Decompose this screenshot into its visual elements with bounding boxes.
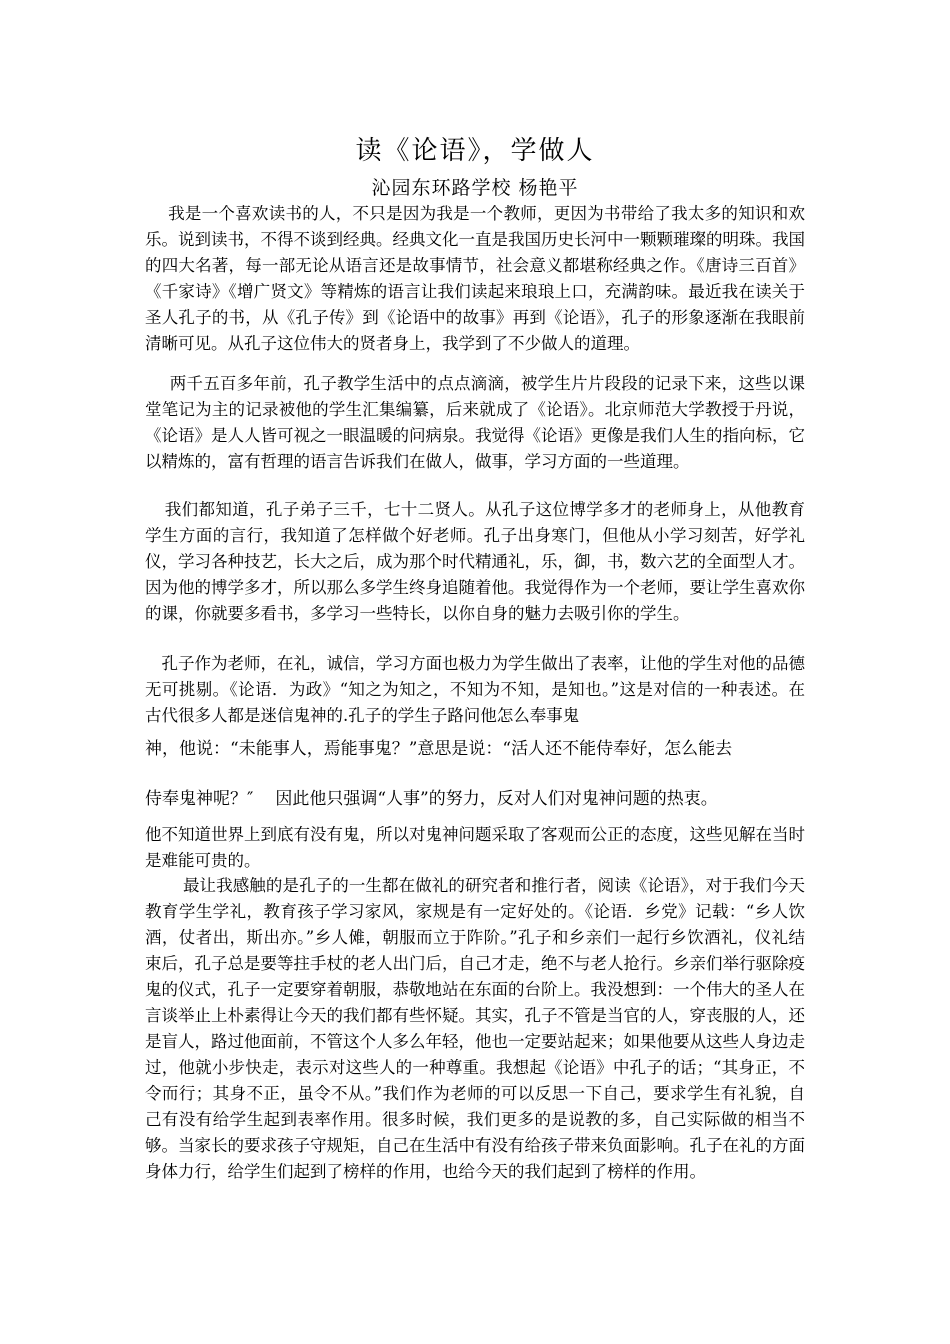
paragraph-4	[145, 651, 805, 729]
quote-end-text: 侍奉鬼神呢？″	[145, 789, 254, 809]
sentence-text: 因此他只强调“人事”的努力，反对人们对鬼神问题的热衷。	[275, 789, 718, 809]
document-title: 读《论语》，学做人	[355, 136, 595, 166]
paragraph-4-continuation-line-2	[145, 786, 805, 812]
paragraph-6	[145, 873, 805, 1185]
paragraph-text: 孔子作为老师，在礼，诚信，学习方面也极力为学生做出了表率，让他的学生对他的品德无可挑剔。《论语．为政》“知之为知之，不知为不知，是知也。”这是对信的一种表述。在古代很多人都是迷信鬼神的.孔子的学生子路问他怎么奉事鬼	[145, 654, 805, 725]
paragraph-text: 我是一个喜欢读书的人，不只是因为我是一个教师，更因为书带给了我太多的知识和欢乐。说到读书，不得不谈到经典。经典文化一直是我国历史长河中一颗颗璀璨的明珠。我国的四大名著，每一部无论从语言还是故事情节，社会意义都堪称经典之作。《唐诗三百首》《千家诗》《增广贤文》等精炼的语言让我们读起来琅琅上口，充满韵味。最近我在读关于圣人孔子的书，从《孔子传》到《论语中的故事》再到《论语》，孔子的形象逐渐在我眼前清晰可见。从孔子这位伟大的贤者身上，我学到了不少做人的道理。	[145, 204, 805, 353]
paragraph-text: 最让我感触的是孔子的一生都在做礼的研究者和推行者，阅读《论语》，对于我们今天教育学生学礼，教育孩子学习家风，家规是有一定好处的。《论语．乡党》记载：“乡人饮酒，仗者出，斯出亦。”乡人傩，朝服而立于阼阶。”孔子和乡亲们一起行乡饮酒礼，仪礼结束后，孔子总是要等拄手杖的老人出门后，自己才走，绝不与老人抢行。乡亲们举行驱除疫鬼的仪式，孔子一定要穿着朝服，恭敬地站在东面的台阶上。我没想到：一个伟大的圣人在言谈举止上朴素得让今天的我们都有些怀疑。其实，孔子不管是当官的人，穿丧服的人，还是盲人，路过他面前，不管这个人多么年轻，他也一定要站起来；如果他要从这些人身边走过，他就小步快走，表示对这些人的一种尊重。我想起《论语》中孔子的话；“其身正，不令而行；其身不正，虽令不从。”我们作为老师的可以反思一下自己，要求学生有礼貌，自己有没有给学生起到表率作用。很多时候，我们更多的是说教的多，自己实际做的相当不够。当家长的要求孩子守规矩，自己在生活中有没有给孩子带来负面影响。孔子在礼的方面身体力行，给学生们起到了榜样的作用，也给今天的我们起到了榜样的作用。	[145, 876, 805, 1181]
paragraph-5	[145, 822, 805, 874]
paragraph-text: 两千五百多年前，孔子教学生活中的点点滴滴，被学生片片段段的记录下来，这些以课堂笔记为主的记录被他的学生汇集编纂，后来就成了《论语》。北京师范大学教授于丹说，《论语》是人人皆可视之一眼温暖的问病泉。我觉得《论语》更像是我们人生的指向标，它以精炼的，富有哲理的语言告诉我们在做人，做事，学习方面的一些道理。	[145, 374, 805, 471]
paragraph-3	[145, 497, 805, 627]
author-byline: 沁园东环路学校 杨艳平	[371, 177, 579, 199]
paragraph-text: 我们都知道，孔子弟子三千，七十二贤人。从孔子这位博学多才的老师身上，从他教育学生方面的言行，我知道了怎样做个好老师。孔子出身寒门，但他从小学习刻苦，好学礼仪，学习各种技艺，长大之后，成为那个时代精通礼，乐，御，书，数六艺的全面型人才。因为他的博学多才，所以那么多学生终身追随着他。我觉得作为一个老师，要让学生喜欢你的课，你就要多看书，多学习一些特长，以你自身的魅力去吸引你的学生。	[145, 500, 805, 623]
paragraph-4-continuation-line: 神，他说：“未能事人，焉能事鬼？”意思是说：“活人还不能侍奉好，怎么能去	[145, 739, 733, 759]
paragraph-2	[145, 371, 805, 475]
paragraph-text: 他不知道世界上到底有没有鬼，所以对鬼神问题采取了客观而公正的态度，这些见解在当时是难能可贵的。	[145, 825, 805, 870]
paragraph-1	[145, 201, 805, 357]
